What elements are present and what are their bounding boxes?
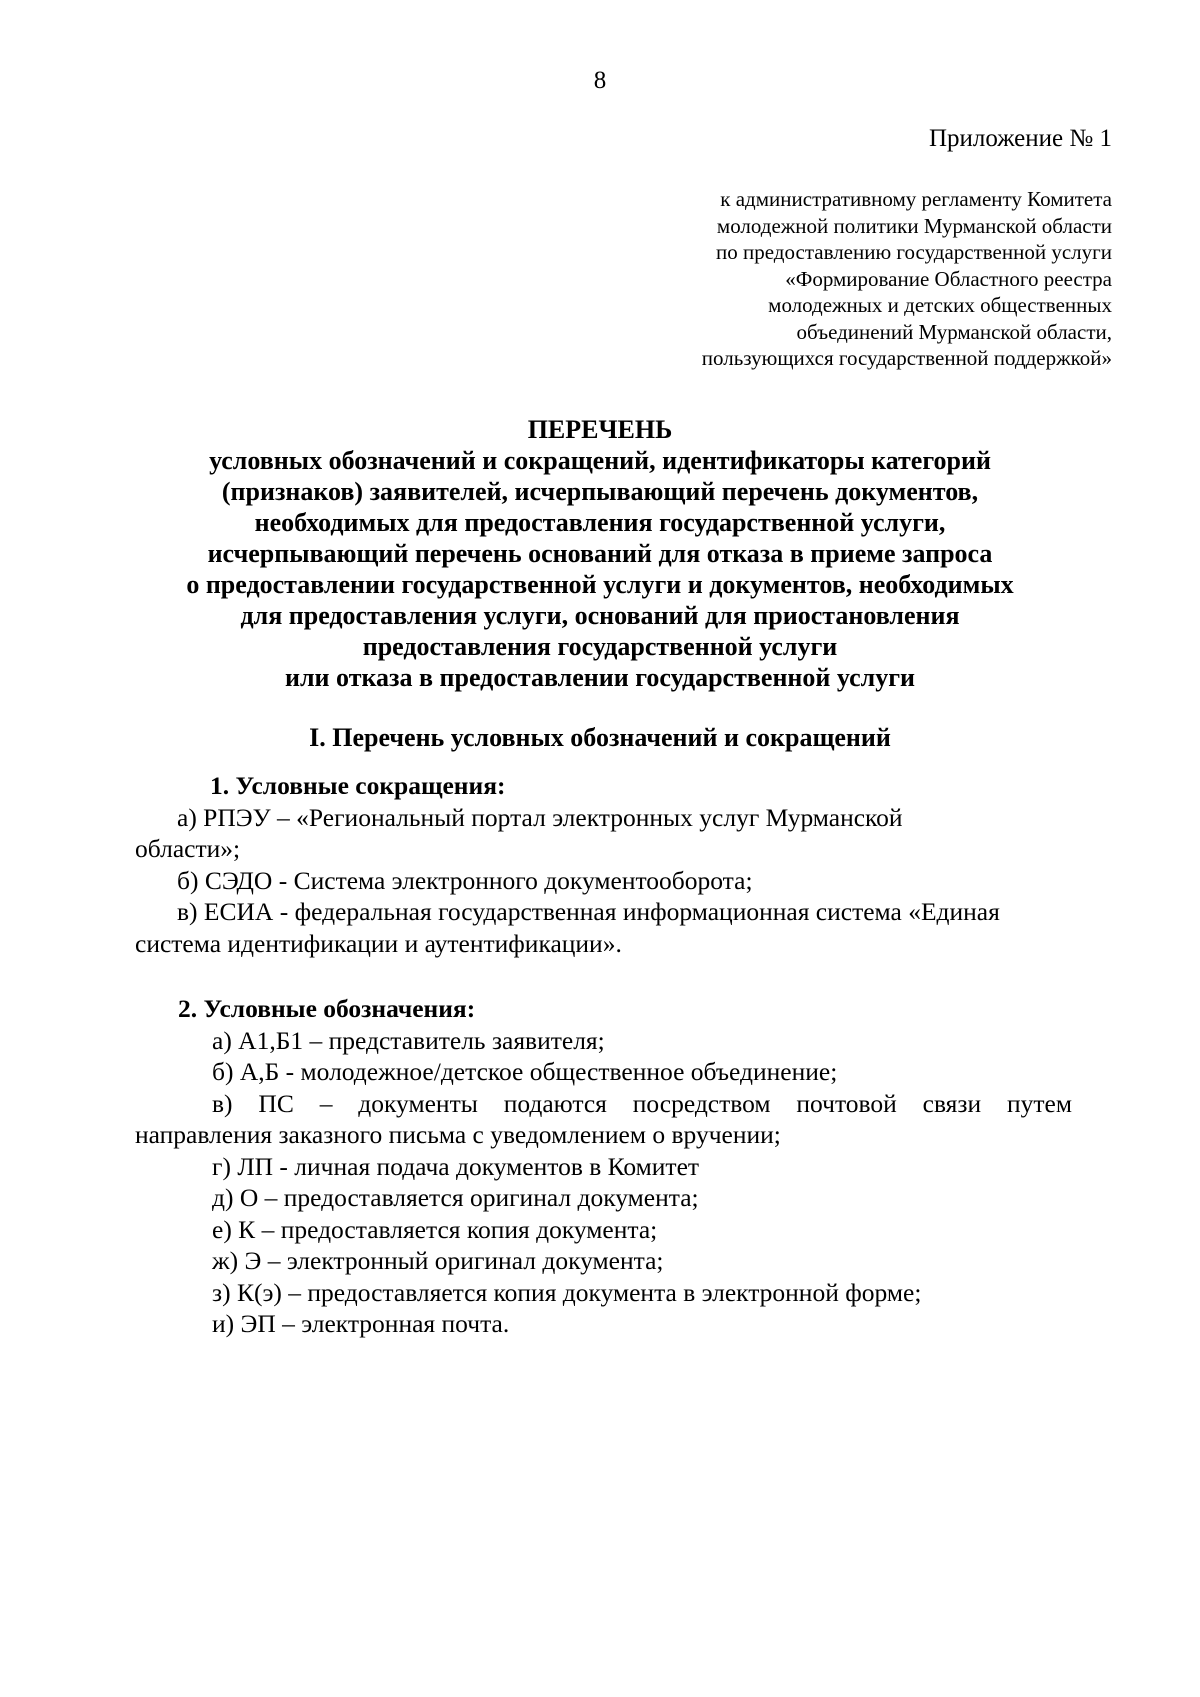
designations-block <box>135 993 1072 1340</box>
annex-title: Приложение № 1 <box>928 125 1112 152</box>
annex-reference <box>592 186 1112 372</box>
document-title-line: для предоставления услуги, оснований для приостановления <box>240 601 960 630</box>
annex-reference-line: к административному регламенту Комитета <box>720 187 1112 211</box>
designation-item-continuation: направления заказного письма с уведомлением о вручении; <box>135 1120 781 1149</box>
designations-heading: 2. Условные обозначения: <box>178 994 476 1023</box>
designation-item: д) О – предоставляется оригинал документа; <box>212 1183 699 1212</box>
abbreviation-item-continuation: области»; <box>135 834 241 863</box>
abbreviations-block <box>135 770 1072 959</box>
designation-item: а) А1,Б1 – представитель заявителя; <box>212 1025 605 1055</box>
section-heading: I. Перечень условных обозначений и сокращений <box>309 723 891 752</box>
designation-item: и) ЭП – электронная почта. <box>212 1309 510 1338</box>
document-title-line: о предоставлении государственной услуги и документов, необходимых <box>186 570 1014 599</box>
page-number: 8 <box>593 67 607 94</box>
document-title-line: условных обозначений и сокращений, идентификаторы категорий <box>209 446 991 475</box>
abbreviations-heading: 1. Условные сокращения: <box>210 771 506 800</box>
designation-item: в) ПС – документы подаются посредством почтовой связи путем <box>212 1088 1072 1118</box>
annex-reference-line: по предоставлению государственной услуги <box>716 240 1112 264</box>
designation-item: б) А,Б - молодежное/детское общественное объединение; <box>212 1057 838 1086</box>
abbreviation-item-continuation: система идентификации и аутентификации». <box>135 928 622 958</box>
annex-reference-line: объединений Мурманской области, <box>796 319 1112 344</box>
annex-reference-line: «Формирование Областного реестра <box>785 266 1112 291</box>
document-title <box>0 414 1200 693</box>
document-title-line: предоставления государственной услуги <box>362 632 838 661</box>
document-title-line: (признаков) заявителей, исчерпывающий перечень документов, <box>221 477 979 506</box>
document-title-line: исчерпывающий перечень оснований для отказа в приеме запроса <box>207 539 993 568</box>
abbreviation-item: в) ЕСИА - федеральная государственная информационная система «Единая <box>177 897 1000 926</box>
annex-reference-line: пользующихся государственной поддержкой» <box>701 346 1112 370</box>
designation-item: е) К – предоставляется копия документа; <box>212 1214 658 1244</box>
designation-item: г) ЛП - личная подача документов в Комитет <box>212 1151 700 1181</box>
document-title-heading: ПЕРЕЧЕНЬ <box>527 415 673 444</box>
designation-item: ж) Э – электронный оригинал документа; <box>212 1246 664 1275</box>
annex-reference-line: молодежных и детских общественных <box>768 293 1112 317</box>
document-title-line: или отказа в предоставлении государственной услуги <box>284 663 916 692</box>
abbreviation-item: а) РПЭУ – «Региональный портал электронных услуг Мурманской <box>177 802 903 832</box>
abbreviation-item: б) СЭДО - Система электронного документооборота; <box>177 865 753 895</box>
designation-item: з) К(э) – предоставляется копия документа в электронной форме; <box>212 1277 922 1307</box>
annex-reference-line: молодежной политики Мурманской области <box>716 213 1112 238</box>
document-title-line: необходимых для предоставления государственной услуги, <box>254 508 946 537</box>
